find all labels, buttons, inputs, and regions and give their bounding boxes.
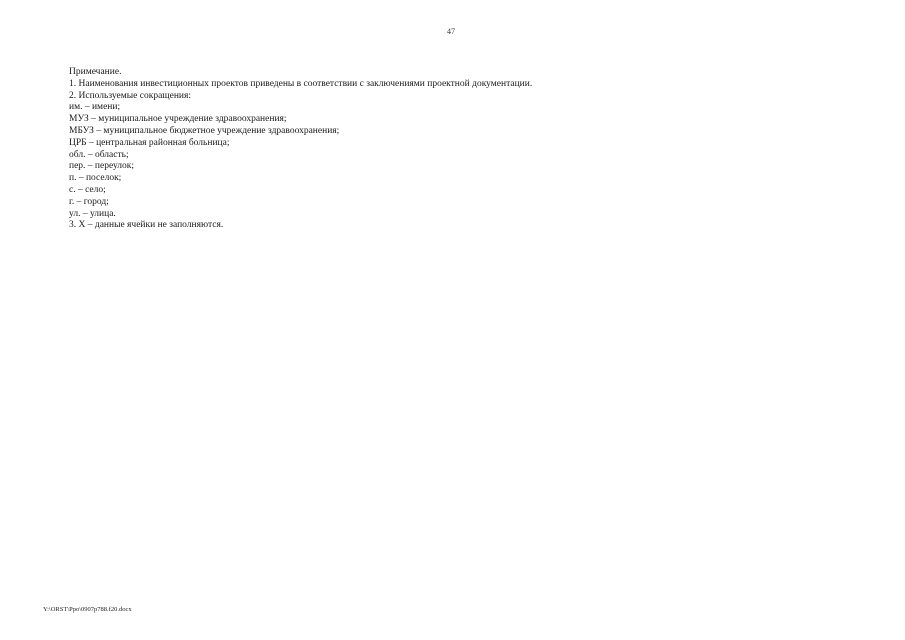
note-line-abbr-g: г. – город; [69, 196, 109, 207]
note-line-abbreviations-title: 2. Используемые сокращения: [69, 90, 191, 101]
note-line-abbr-crb: ЦРБ – центральная районная больница; [69, 137, 230, 148]
note-line-abbr-im: им. – имени; [69, 102, 121, 113]
footer-file-path: Y:\ORST\Ppo\0907p788.f20.docx [43, 606, 132, 613]
note-line-abbr-obl: обл. – область; [69, 149, 129, 160]
note-line-empty-cells: 3. Х – данные ячейки не заполняются. [69, 220, 224, 231]
note-line-abbr-s: с. – село; [69, 184, 106, 195]
note-line-abbr-per: пер. – переулок; [69, 161, 135, 172]
page-number: 47 [447, 27, 455, 36]
notes-heading: Примечание. [69, 67, 122, 77]
note-line-abbr-muz: МУЗ – муниципальное учреждение здравоохранения; [69, 114, 287, 125]
note-line-abbr-ul: ул. – улица. [69, 208, 116, 219]
notes-block [69, 67, 669, 232]
note-line-abbr-mbuz: МБУЗ – муниципальное бюджетное учреждение здравоохранения; [69, 125, 340, 136]
note-line-project-names: 1. Наименования инвестиционных проектов приведены в соответствии с заключениями проектной документации. [69, 78, 533, 89]
note-line-abbr-p: п. – поселок; [69, 173, 122, 184]
